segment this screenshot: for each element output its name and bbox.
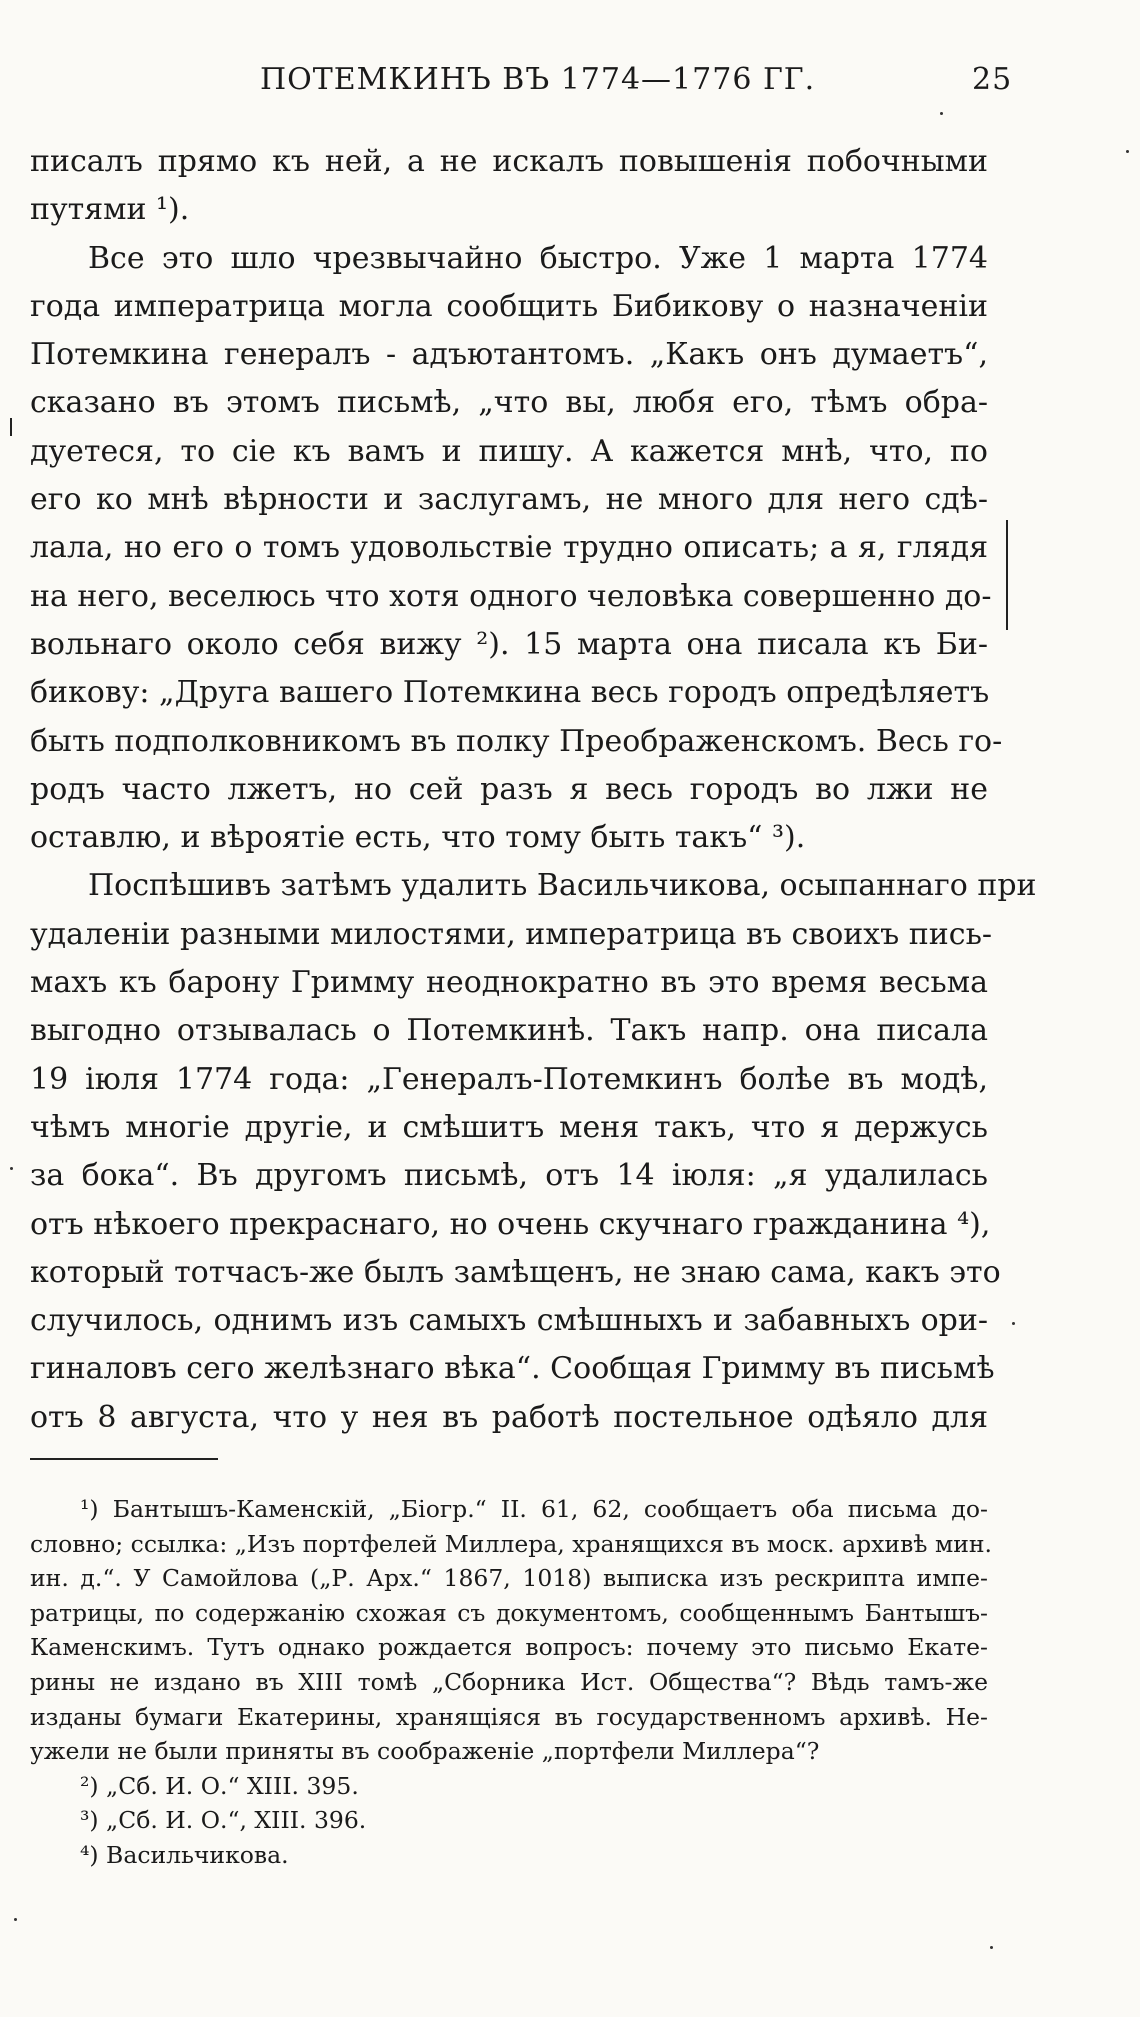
text-line: гиналовъ сего желѣзнаго вѣка“. Сообщая Гримму въ письмѣ: [30, 1351, 995, 1387]
running-title: ПОТЕМКИНЪ ВЪ 1774—1776 ГГ.: [260, 62, 816, 97]
page-speck: [990, 1946, 993, 1949]
footnote-line: Каменскимъ. Тутъ однако рождается вопросъ: почему это письмо Екате-: [30, 1633, 988, 1662]
page-speck: [1126, 150, 1129, 153]
text-line: за бока“. Въ другомъ письмѣ, отъ 14 іюля: „я удалилась: [30, 1158, 988, 1194]
text-line: который тотчасъ-же былъ замѣщенъ, не знаю сама, какъ это: [30, 1254, 1001, 1290]
footnote-2: ²) „Сб. И. О.“ XIII. 395.: [80, 1771, 359, 1800]
text-line: 19 іюля 1774 года: „Генералъ-Потемкинъ болѣе въ модѣ,: [30, 1061, 988, 1097]
body-text: [30, 138, 1037, 1442]
text-line: года императрица могла сообщить Бибикову о назначеніи: [30, 288, 988, 324]
text-line: лала, но его о томъ удовольствіе трудно описать; а я, глядя: [30, 530, 988, 566]
text-line: чѣмъ многіе другіе, и смѣшитъ меня такъ, что я держусь: [30, 1109, 988, 1145]
text-line: случилось, однимъ изъ самыхъ смѣшныхъ и забавныхъ ори-: [30, 1303, 988, 1339]
text-line: Поспѣшивъ затѣмъ удалить Васильчикова, осыпаннаго при: [88, 868, 1037, 904]
text-line: дуетеся, то сіе къ вамъ и пишу. А кажется мнѣ, что, по: [30, 433, 988, 469]
text-line: бикову: „Друга вашего Потемкина весь городъ опредѣляетъ: [30, 675, 990, 711]
text-line: выгодно отзывалась о Потемкинѣ. Такъ напр. она писала: [30, 1013, 988, 1049]
text-line: оставлю, и вѣроятіе есть, что тому быть такъ“ ³).: [30, 820, 806, 856]
footnote-line: ¹) Бантышъ-Каменскій, „Біогр.“ II. 61, 62, сообщаетъ оба письма до-: [80, 1495, 988, 1523]
text-line: отъ нѣкоего прекраснаго, но очень скучнаго гражданина ⁴),: [30, 1206, 991, 1242]
text-line: махъ къ барону Гримму неоднократно въ это время весьма: [30, 965, 988, 1001]
footnote-rule: [30, 1458, 218, 1460]
text-line: быть подполковникомъ въ полку Преображенскомъ. Весь го-: [30, 723, 1003, 759]
footnote-line: рины не издано въ XIII томѣ „Сборника Ист. Общества“? Вѣдь тамъ-же: [30, 1667, 988, 1696]
footnote-3: ³) „Сб. И. О.“, XIII. 396.: [80, 1806, 367, 1835]
text-line: на него, веселюсь что хотя одного человѣка совершенно до-: [30, 578, 992, 614]
page-speck: [14, 1918, 17, 1921]
footnote-line: словно; ссылка: „Изъ портфелей Миллера, хранящихся въ моск. архивѣ мин.: [30, 1529, 993, 1558]
text-line: Все это шло чрезвычайно быстро. Уже 1 марта 1774: [88, 240, 988, 276]
footnote-line: ратрицы, по содержанію схожая съ документомъ, сообщеннымъ Бантышъ-: [30, 1598, 988, 1627]
footnote-line: изданы бумаги Екатерины, хранящіяся въ государственномъ архивѣ. Не-: [30, 1702, 988, 1731]
text-line: писалъ прямо къ ней, а не искалъ повышенія побочными: [30, 144, 988, 179]
page-speck: [940, 112, 943, 115]
footnote-line: ин. д.“. У Самойлова („Р. Арх.“ 1867, 1018) выписка изъ рескрипта импе-: [30, 1564, 988, 1593]
text-line: сказано въ этомъ письмѣ, „что вы, любя его, тѣмъ обра-: [30, 385, 988, 421]
text-line: его ко мнѣ вѣрности и заслугамъ, не много для него сдѣ-: [30, 482, 988, 518]
text-line: родъ часто лжетъ, но сей разъ я весь городъ во лжи не: [30, 771, 988, 807]
footnotes: [30, 1492, 993, 1873]
text-line: Потемкина генералъ - адъютантомъ. „Какъ онъ думаетъ“,: [30, 337, 988, 373]
page-speck: [10, 1167, 13, 1170]
footnote-line: ужели не были приняты въ соображеніе „портфели Миллера“?: [30, 1737, 820, 1766]
page-number: 25: [972, 62, 1013, 97]
text-line: путями ¹).: [30, 192, 190, 228]
margin-mark: [10, 418, 12, 436]
margin-mark: [1006, 520, 1008, 630]
footnote-4: ⁴) Васильчикова.: [80, 1840, 289, 1869]
text-line: отъ 8 августа, что у нея въ работѣ постельное одѣяло для: [30, 1399, 988, 1435]
text-line: удаленіи разными милостями, императрица въ своихъ пись-: [30, 916, 993, 952]
text-line: вольнаго около себя вижу ²). 15 марта она писала къ Би-: [30, 626, 988, 662]
page-speck: [1012, 1322, 1015, 1325]
